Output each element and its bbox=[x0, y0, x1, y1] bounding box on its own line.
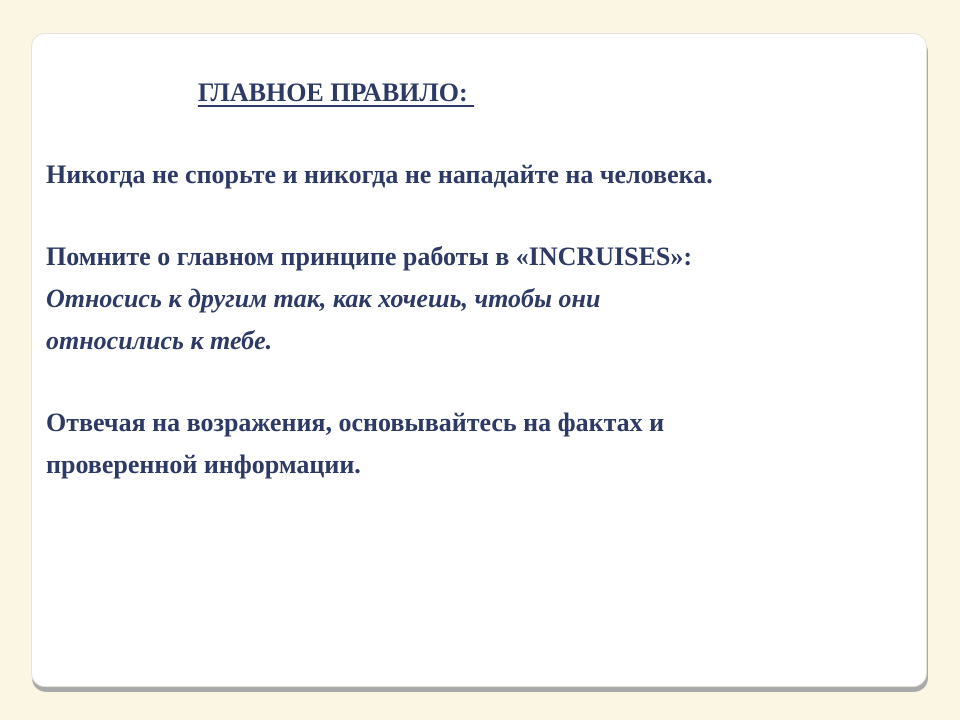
spacer bbox=[46, 114, 886, 154]
slide-title: ГЛАВНОЕ ПРАВИЛО: bbox=[197, 78, 475, 107]
objections-line-2: проверенной информации. bbox=[46, 450, 361, 479]
principle-quote-line-2: относились к тебе. bbox=[46, 326, 273, 355]
spacer bbox=[46, 362, 886, 402]
spacer bbox=[46, 196, 886, 236]
slide-content bbox=[46, 72, 886, 486]
rule-text: Никогда не спорьте и никогда не нападайте на человека. bbox=[46, 160, 713, 189]
objections-line-1: Отвечая на возражения, основывайтесь на фактах и bbox=[46, 408, 665, 437]
principle-quote-line-1: Относись к другим так, как хочешь, чтобы они bbox=[46, 284, 601, 313]
principle-intro: Помните о главном принципе работы в «INCRUISES»: bbox=[46, 242, 693, 271]
